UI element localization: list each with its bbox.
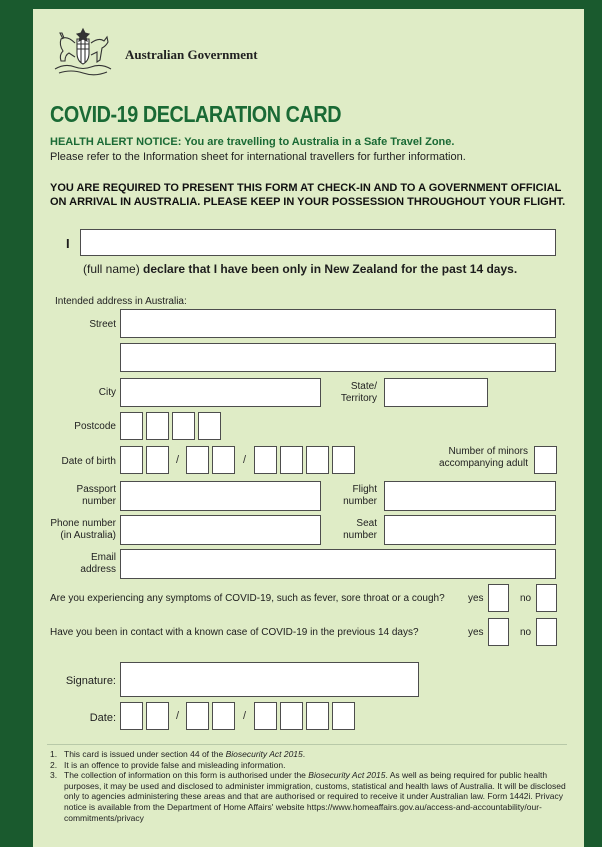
date-separator-1: / [176, 710, 180, 722]
minors-label-line-2: accompanying adult [439, 458, 528, 469]
note-1 [50, 749, 570, 760]
note-2-number: 2. [50, 759, 58, 770]
note-1-number: 1. [50, 749, 58, 759]
email-field[interactable] [120, 549, 556, 579]
dob-separator-2: / [243, 454, 247, 466]
street-label: Street [89, 319, 116, 330]
note-2-text: It is an offence to provide false and misleading information. [64, 759, 286, 770]
dob-separator-1: / [176, 454, 180, 466]
state-label [323, 381, 377, 405]
note-3-number: 3. [50, 770, 58, 781]
note-3-rest: . As well as being required for public health purposes, it may be used and disclosed to administer immigration, customs, statistical and health laws of Australia. It will be disclosed only to agencies administering these areas and that are authorised or required to receive it under Australian law. Form 1442i. Privacy notice is available from the Department of Home Affairs' website https://www.homeaffairs.gov.au/access-and-accountability/our-commitments/privacy [64, 770, 566, 823]
street-field-1[interactable] [120, 309, 556, 338]
state-field[interactable] [384, 378, 488, 407]
passport-label [43, 484, 116, 508]
seat-label [323, 518, 377, 542]
dob-day-2[interactable] [146, 446, 169, 474]
symptoms-question: Are you experiencing any symptoms of COVID-19, such as fever, sore throat or a cough? [50, 593, 445, 604]
date-separator-2: / [243, 710, 247, 722]
note-1-text: This card is issued under section 44 of the [64, 749, 226, 759]
dob-day-1[interactable] [120, 446, 143, 474]
phone-label-line-1: Phone number [50, 518, 116, 529]
address-heading: Intended address in Australia: [55, 296, 187, 307]
declaration-text: declare that I have been only in New Zealand for the past 14 days. [143, 262, 518, 276]
city-label: City [98, 387, 116, 398]
signature-field[interactable] [120, 662, 419, 697]
full-name-label: (full name) [83, 262, 140, 276]
contact-yes-label: yes [468, 627, 484, 638]
email-label-line-2: address [80, 564, 116, 575]
postcode-digit-2[interactable] [146, 412, 169, 440]
signature-label: Signature: [65, 675, 116, 687]
footnotes [50, 749, 570, 823]
dob-year-4[interactable] [332, 446, 355, 474]
postcode-digit-4[interactable] [198, 412, 221, 440]
page-title: COVID-19 DECLARATION CARD [50, 101, 342, 127]
health-alert-notice: HEALTH ALERT NOTICE: You are travelling to Australia in a Safe Travel Zone. [50, 136, 455, 148]
minors-field[interactable] [534, 446, 557, 474]
street-field-2[interactable] [120, 343, 556, 372]
symptoms-yes-checkbox[interactable] [488, 584, 509, 612]
full-name-field[interactable] [80, 229, 556, 256]
note-2 [50, 760, 570, 771]
note-3 [50, 770, 570, 823]
minors-label-line-1: Number of minors [448, 446, 528, 457]
seat-field[interactable] [384, 515, 556, 545]
dob-year-1[interactable] [254, 446, 277, 474]
flight-field[interactable] [384, 481, 556, 511]
passport-label-line-1: Passport [76, 484, 116, 495]
state-label-line-2: Territory [340, 393, 377, 404]
passport-field[interactable] [120, 481, 321, 511]
postcode-digit-1[interactable] [120, 412, 143, 440]
declaration-statement [83, 262, 517, 276]
flight-label-line-2: number [343, 496, 377, 507]
dob-year-2[interactable] [280, 446, 303, 474]
passport-label-line-2: number [82, 496, 116, 507]
coat-of-arms-icon [49, 25, 117, 77]
dob-label: Date of birth [61, 456, 116, 467]
contact-yes-checkbox[interactable] [488, 618, 509, 646]
date-year-4[interactable] [332, 702, 355, 730]
phone-field[interactable] [120, 515, 321, 545]
dob-month-2[interactable] [212, 446, 235, 474]
info-line: Please refer to the Information sheet for international travellers for further information. [50, 151, 466, 163]
date-month-1[interactable] [186, 702, 209, 730]
note-3-text: The collection of information on this form is authorised under the [64, 770, 309, 781]
note-1-end: . [302, 749, 306, 759]
minors-label [413, 446, 528, 470]
requirement-notice [50, 181, 565, 209]
symptoms-no-checkbox[interactable] [536, 584, 557, 612]
email-label-line-1: Email [90, 552, 116, 563]
seat-label-line-2: number [343, 530, 377, 541]
contact-no-checkbox[interactable] [536, 618, 557, 646]
date-year-3[interactable] [306, 702, 329, 730]
flight-label-line-1: Flight [352, 484, 377, 495]
flight-label [323, 484, 377, 508]
phone-label [38, 518, 116, 542]
symptoms-yes-label: yes [468, 593, 484, 604]
date-year-1[interactable] [254, 702, 277, 730]
notes-divider [47, 744, 567, 745]
symptoms-no-label: no [520, 593, 532, 604]
email-label [43, 552, 116, 576]
contact-no-label: no [520, 627, 532, 638]
requirement-line-1: YOU ARE REQUIRED TO PRESENT THIS FORM AT CHECK-IN AND TO A GOVERNMENT OFFICIAL [50, 182, 562, 194]
date-year-2[interactable] [280, 702, 303, 730]
dob-month-1[interactable] [186, 446, 209, 474]
requirement-line-2: ON ARRIVAL IN AUSTRALIA. PLEASE KEEP IN YOUR POSSESSION THROUGHOUT YOUR FLIGHT. [50, 196, 566, 208]
state-label-line-1: State/ [350, 381, 377, 392]
phone-label-line-2: (in Australia) [60, 530, 116, 541]
contact-question: Have you been in contact with a known case of COVID-19 in the previous 14 days? [50, 627, 419, 638]
seat-label-line-1: Seat [356, 518, 377, 529]
note-1-act: Biosecurity Act 2015 [225, 749, 303, 759]
date-label: Date: [89, 712, 116, 724]
declaration-pronoun: I [66, 236, 70, 251]
date-month-2[interactable] [212, 702, 235, 730]
note-3-act: Biosecurity Act 2015 [308, 770, 386, 781]
government-name: Australian Government [125, 47, 258, 62]
city-field[interactable] [120, 378, 321, 407]
postcode-digit-3[interactable] [172, 412, 195, 440]
date-day-1[interactable] [120, 702, 143, 730]
date-day-2[interactable] [146, 702, 169, 730]
postcode-label: Postcode [74, 421, 116, 432]
declaration-card [33, 9, 584, 847]
dob-year-3[interactable] [306, 446, 329, 474]
